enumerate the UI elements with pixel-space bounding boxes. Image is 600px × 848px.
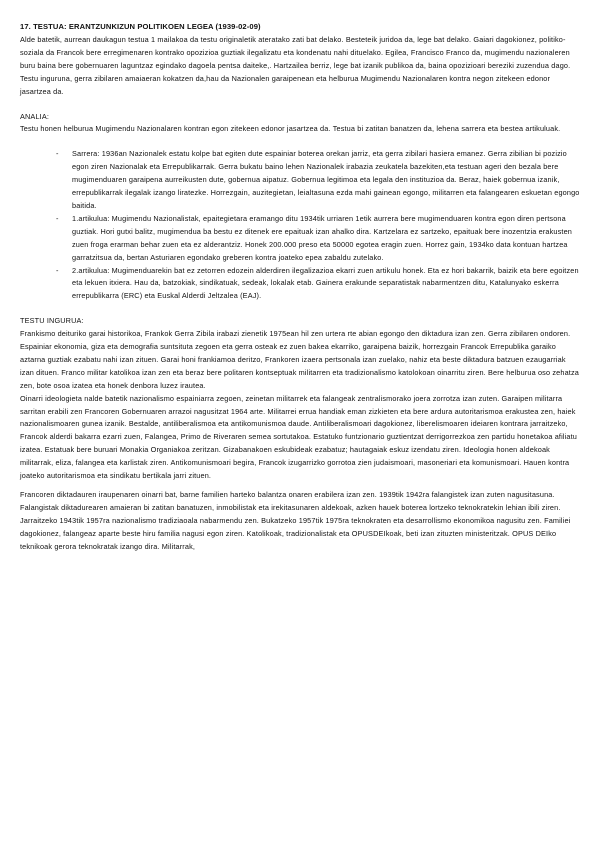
bullet-dash: - <box>56 213 59 223</box>
context-paragraph-2: Oinarri ideologieta nalde batetik nazionalismo espainiarra zegoen, zeinetan militarrek eta falangeak zentralismorako joera zorrotza izan zuten. Garaipen militarra sarritan erabili zen Francoren Gobernuaren arrazoi nagusitzat 1964 arte. Militarrei errua handiak eman zizkieten eta bere ardura autoritarismoa erakustea zen, haiek nazionalismoaren gunea izanik. Bestalde, antiliberalismoa eta antikomunismoa daude. Antiliberalismoari dagokionez, liberelismoaren ideiaren kontrara jarraitzeko, Francok alderdi bakarra ezarri zuen, Falangea, Primo de Riveraren semea sortutakoa. Estatuko funtzionario guztientzat derrigorrezkoa zen partidu honetakoa afiliatu izatea. Estatuak bere buruari Monakia Organiakoa zeritzan. Gizabanakoen eskubideak ezabatuz; hautagaiak eskuz izendatu ziren. Ideologia honen aldekoak militarrak, eliza, falangea eta karlistak ziren. Antikomunismoari begira, Francok izugarrizko gorrotoa zien judaismoari, masoneriari eta komunismoari. Hauen kontra joateko autoritarismoa eta sindikatu bertikala jarri zituen. <box>20 393 578 481</box>
bullet-item-article-2 <box>56 265 580 304</box>
bullet-item-sarrera <box>56 148 580 213</box>
analysis-intro-paragraph: Testu honen helburua Mugimendu Nazionalaren kontran egon zitekeen edonor jasartzea da. Testua bi zatitan banatzen da, lehena sarrera eta bestea artikuluak. <box>20 124 561 134</box>
bullet-item-article-1 <box>56 213 580 265</box>
spacer <box>20 136 580 148</box>
intro-paragraph: Alde batetik, aurrean daukagun testua 1 mailakoa da testu originaletik ateratako zati bat delako. Besteteik juridoa da, lege bat delako. Gaiari dagokionez, politiko-soziala da Francok bere erregimenaren kontrako opozizioa guztiak ilegalizatu eta kondenatu nahi dituelako. Egilea, Francisco Franco da, mugimendu nazionaleren buru baina bere gobernuaren laguntzaz egindako dagoela pentsa daiteke,. Hartzailea berriz, lege bat izanik publikoa da, baina opozizioari bereziki zuzendua dago. Testu inguruna, gerra zibilaren amaiaeran kokatzen da,hau da Nazionalen garaipenean eta helburua Mugimendu Nazionalaren kontra negon zitekeen edonor jasartzea da. <box>20 35 571 96</box>
document-title: 17. TESTUA: ERANTZUNKIZUN POLITIKOEN LEGEA (1939-02-09) <box>20 22 261 31</box>
bullet-text: 2.artikulua: Mugimenduarekin bat ez zetorren edozein alderdiren ilegalizazioa ekarri zuen artikulu honek. Eta ez hori bakarrik, baizik eta bere egoitzen eta lekuen itxiera. Hau da, batzokiak, sindikatuak, sedeak, lokalak etab. Gainera erakunde separatistak nabarmentzen ditu, Katalunyako eskerra errepublikarra (ERC) eta Euskal Alderdi Jeltzalea (EAJ). <box>72 265 579 301</box>
bullet-text: Sarrera: 1936an Nazionalek estatu kolpe bat egiten dute espainiar boterea orekan jarriz, eta gerra zibilari hasiera emanez. Gerra zibilian bi pozizio egon ziren Nazionalak eta Errepublikarrak. Gerra bukatu baino lehen Nazionalek irabazia zeukatela bazekiten,eta testuan ageri den bezala bere mugimenduaren garaipena aurreikusten dute, gobernua aipatuz. Gobernua legitimoa eta legala den instituzioa da. Beraz, haiek gobernua izanik, errepublikarrak ilegalak izango liratezke. Horrezgain, auzitegietan, leialtasuna ezda mahi gainean egongo, militarren eta falangearen eskuetan egongo baitida. <box>72 149 580 210</box>
spacer <box>20 99 580 111</box>
document-page <box>20 21 580 554</box>
context-paragraph-3: Francoren diktadauren iraupenaren oinarri bat, barne familien harteko balantza onaren erabilera izan zen. 1939tik 1942ra falangistek izan zuten nagusitasuna. Falangistak diktadurearen amaieran bi zatitan banatuzen, inmobilistak eta irekitasunaren aldekoak, azken hauek boterea lortzeko teknokratekin lehian ibili ziren. Jarraitzeko 1943tik 1957ra nazionalismo tradiziaoala nabarmendu zen. Bukatzeko 1957tik 1975ra teknokraten eta desarrollismo ekonomikoa nagusitu zen. Familiei dagokionez, falangeaz aparte beste hiru familia nagusi egon ziren. Katolikoak, tradizionalistak eta OPUSDEIkoak, beti izan zituzten ministeritzak. OPUS DEIko teknikoak gerora teknokratak izango dira. Militarrak, <box>20 490 571 551</box>
analysis-heading: ANALIA: <box>20 111 50 121</box>
context-heading: TESTU INGURUA: <box>20 316 84 326</box>
bullet-text: 1.artikulua: Mugimendu Nazionalistak, epaitegietara eramango ditu 1934tik urriaren 1etik aurrera bere mugimenduaren kontra egon diren pertsona guztiak. Hori gutxi balitz, mugimendua ba bestu ez ditenek ere epaituak izan ahalko dira. Kartzelara ez sartzeko, epaituak bere inozentzia erakusten zuen froga erarman behar zuen eta ez alderantziz. Honek 200.000 preso eta 50000 egotea eragin zuen. Horrez gain, 1934ko data kontuan hartzea garratzitsua da, bertan Asturiaren egondako greberen kontra joateko epea zabaldu zutelako. <box>72 213 573 262</box>
context-paragraph-1: Frankismo deituriko garai historikoa, Frankok Gerra Zibila irabazi zienetik 1975ean hil zen urtera rte abian egongo den diktadura izan zen. Gerra zibilaren ondoren. Espainiar ekonomia, giza eta demografia suntsituta zegoen eta gerra osteak ez zuen bakea ekarriko, garaipena baizik, horrezgain Francok Errepublika garaiko aztarna guztiak ezabatu nahi izan zituen. Garai honi frankiamoa deritzo, Frankoren izaera pertsonala izan zuelako, nahiz eta beste diktadura batzuen ezaugarriak izan dituen. Franco militar katolikoa izan zen eta beraz bere politaren kontseptuak militarren eta tradizionalismo katolokoan oinarritu ziren. Bere helburua oso zehatza zen, bote osoa izatea eta honek denbora luzez irautea. <box>20 329 579 390</box>
bullet-dash: - <box>56 149 59 159</box>
bullet-dash: - <box>56 265 59 275</box>
spacer <box>20 303 580 315</box>
analysis-bullet-list <box>20 148 580 303</box>
